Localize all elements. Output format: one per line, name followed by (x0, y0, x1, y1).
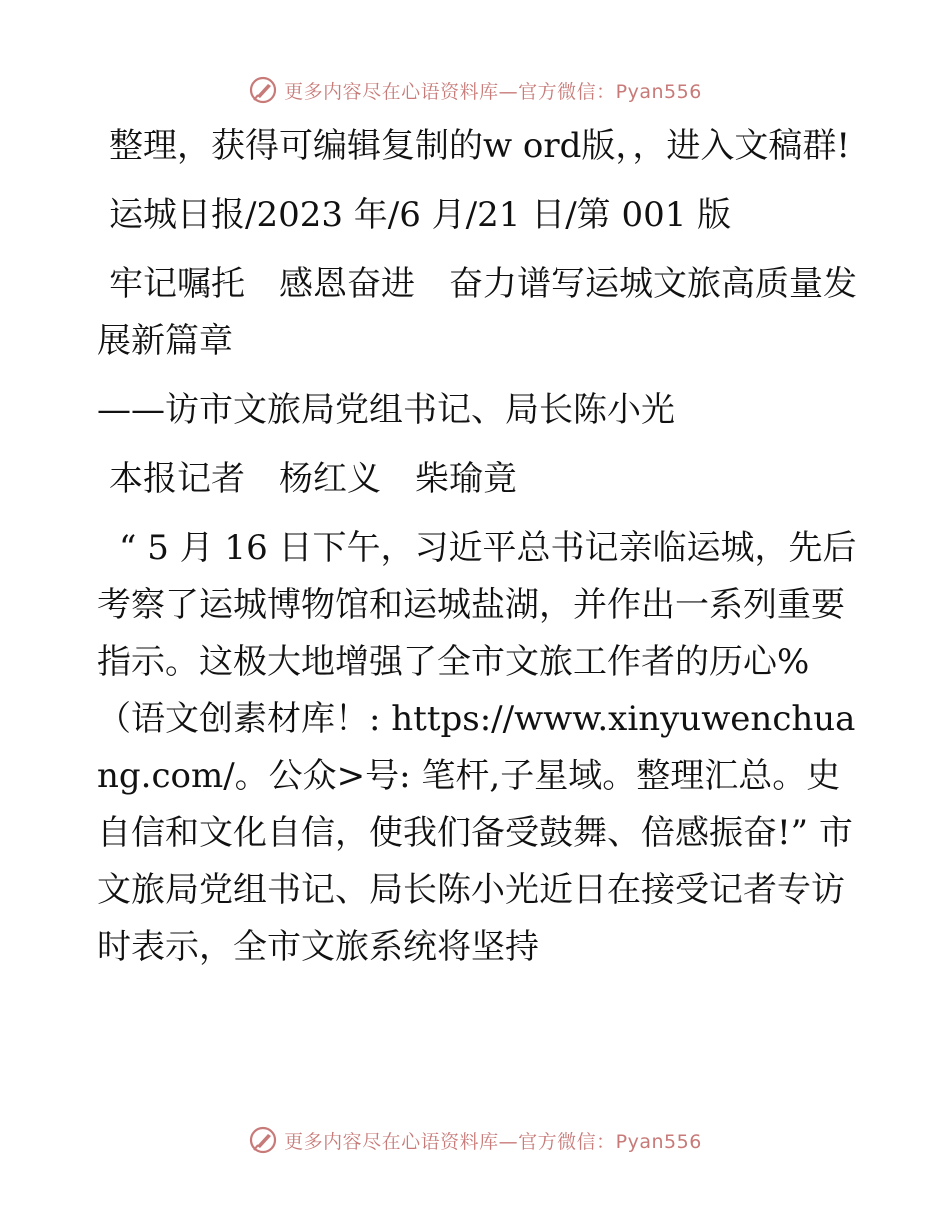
article-title: 牢记嘱托 感恩奋进 奋力谱写运城文旅高质量发展新篇章 (97, 264, 857, 361)
watermark-text: 更多内容尽在心语资料库—官方微信：Pyan556 (284, 80, 702, 103)
header-watermark (0, 70, 950, 110)
watermark-text: 更多内容尽在心语资料库—官方微信：Pyan556 (284, 1130, 702, 1153)
footer-watermark (0, 1120, 950, 1160)
byline: 本报记者 杨红义 柴瑜竟 (109, 459, 517, 499)
article-subtitle: ——访市文旅局党组书记、局长陈小光 (97, 390, 675, 430)
publication-line: 运城日报/2023 年/6 月/21 日/第 001 版 (109, 195, 732, 235)
quill-logo-icon (248, 1125, 278, 1155)
quill-logo-icon (248, 75, 278, 105)
intro-note: 整理，获得可编辑复制的w ord版，，进入文稿群! (109, 126, 851, 166)
document-body (97, 118, 857, 988)
body-paragraph: “ 5 月 16 日下午，习近平总书记亲临运城，先后考察了运城博物馆和运城盐湖，并作出一系列重要指示。这极大地增强了全市文旅工作者的历心%（语文创素材库！: https://www.xinyuwenchuang.com/。公众>号: 笔杆,子星域。整理汇总。史自信和文化自信，使我们备受鼓舞、倍感振奋!” 市文旅局党组书记、局长陈小光近日在接受记者专访时表示，全市文旅系统将坚持 (97, 528, 857, 967)
